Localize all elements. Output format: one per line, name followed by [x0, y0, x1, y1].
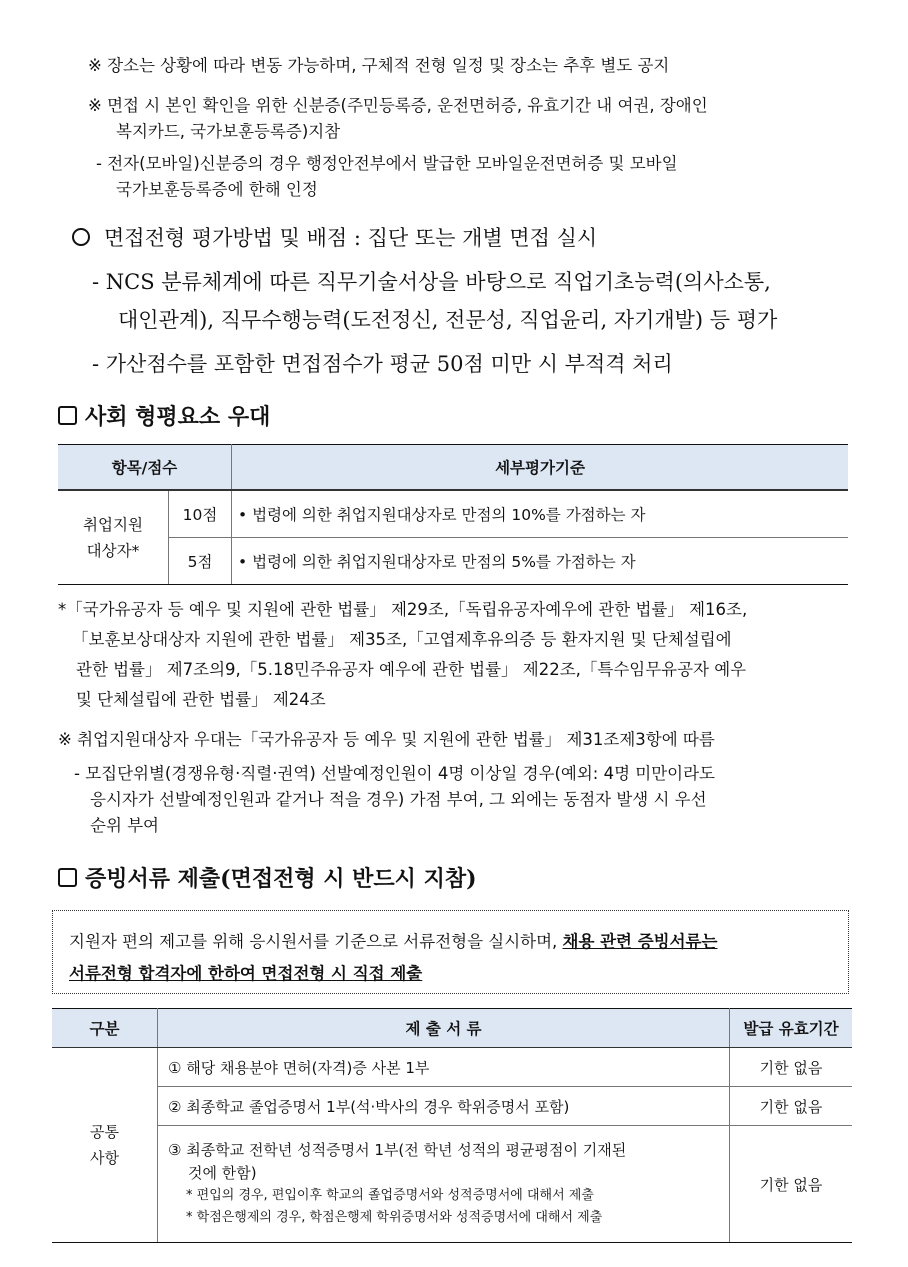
note-employment-support: ※ 취업지원대상자 우대는「국가유공자 등 예우 및 지원에 관한 법률」 제31조제3항에 따름 [58, 730, 715, 749]
criteria-cell: • 법령에 의한 취업지원대상자로 만점의 10%를 가점하는 자 [232, 490, 849, 538]
documents-table [52, 1008, 852, 1243]
validity-cell: 기한 없음 [730, 1087, 853, 1126]
section-title-documents: 증빙서류 제출(면접전형 시 반드시 지참) [58, 862, 477, 893]
table-header-criteria: 세부평가기준 [232, 445, 849, 491]
note-id-card-cont: 복지카드, 국가보훈등록증)지참 [116, 122, 341, 141]
score-cell: 5점 [169, 538, 232, 585]
criteria-cell: • 법령에 의한 취업지원대상자로 만점의 5%를 가점하는 자 [232, 538, 849, 585]
note-id-card: ※ 면접 시 본인 확인을 위한 신분증(주민등록증, 운전면허증, 유효기간 내 여권, 장애인 [88, 96, 708, 115]
sub-note-line: - 모집단위별(경쟁유형·직렬·권역) 선발예정인원이 4명 이상일 경우(예외: 4명 미만이라도 [74, 764, 715, 783]
table-header-validity: 발급 유효기간 [730, 1009, 853, 1048]
footnote-line: *「국가유공자 등 예우 및 지원에 관한 법률」 제29조,「독립유공자예우에 관한 법률」 제16조, [58, 600, 748, 619]
document-cell-transcript [158, 1126, 730, 1243]
notice-line-1: 지원자 편의 제고를 위해 응시원서를 기준으로 서류전형을 실시하며, 채용 관련 증빙서류는 [69, 932, 718, 951]
interview-line-3: - 가산점수를 포함한 면접점수가 평균 50점 미만 시 부적격 처리 [92, 352, 673, 376]
category-employment-support: 취업지원 대상자* [58, 490, 169, 585]
transcript-note-2: * 학점은행제의 경우, 학점은행제 학위증명서와 성적증명서에 대해서 제출 [186, 1210, 603, 1225]
footnote-line: 관한 법률」 제7조의9,「5.18민주유공자 예우에 관한 법률」 제22조,「특수임무유공자 예우 [76, 660, 747, 679]
footnote-line: 및 단체설립에 관한 법률」 제24조 [76, 690, 326, 709]
note-venue: ※ 장소는 상황에 따라 변동 가능하며, 구체적 전형 일정 및 장소는 추후 별도 공지 [88, 56, 670, 75]
document-cell: ② 최종학교 졸업증명서 1부(석·박사의 경우 학위증명서 포함) [158, 1087, 730, 1126]
square-bullet-icon [58, 406, 77, 425]
footnote-line: 「보훈보상대상자 지원에 관한 법률」 제35조,「고엽제후유의증 등 환자지원 및 단체설립에 [72, 630, 732, 649]
social-equity-table [58, 444, 848, 585]
note-mobile-id-cont: 국가보훈등록증에 한해 인정 [116, 180, 318, 199]
transcript-line-1: ③ 최종학교 전학년 성적증명서 1부(전 학년 성적의 평균평점이 기재된 [168, 1141, 627, 1159]
transcript-line-2: 것에 한함) [188, 1164, 257, 1182]
table-header-item-score: 항목/점수 [58, 445, 232, 491]
interview-line-2: 대인관계), 직무수행능력(도전정신, 전문성, 직업윤리, 자기개발) 등 평가 [118, 308, 778, 332]
square-bullet-icon [58, 868, 77, 887]
sub-note-line: 순위 부여 [90, 816, 160, 835]
category-common: 공통 사항 [52, 1048, 158, 1243]
circle-bullet-icon [72, 228, 90, 246]
table-header-documents: 제 출 서 류 [158, 1009, 730, 1048]
validity-cell: 기한 없음 [730, 1048, 853, 1087]
sub-note-line: 응시자가 선발예정인원과 같거나 적을 경우) 가점 부여, 그 외에는 동점자 발생 시 우선 [90, 790, 707, 809]
interview-line-1: - NCS 분류체계에 따른 직무기술서상을 바탕으로 직업기초능력(의사소통, [92, 270, 771, 294]
table-header-category: 구분 [52, 1009, 158, 1048]
validity-cell: 기한 없음 [730, 1126, 853, 1243]
notice-line-2: 서류전형 합격자에 한하여 면접전형 시 직접 제출 [69, 964, 423, 983]
transcript-note-1: * 편입의 경우, 편입이후 학교의 졸업증명서와 성적증명서에 대해서 제출 [186, 1188, 594, 1203]
section-title-social-equity: 사회 형평요소 우대 [58, 400, 270, 431]
note-mobile-id: - 전자(모바일)신분증의 경우 행정안전부에서 발급한 모바일운전면허증 및 모바일 [96, 154, 678, 173]
document-cell: ① 해당 채용분야 면허(자격)증 사본 1부 [158, 1048, 730, 1087]
score-cell: 10점 [169, 490, 232, 538]
documents-notice-box [52, 910, 849, 994]
interview-heading: 면접전형 평가방법 및 배점 : 집단 또는 개별 면접 실시 [72, 222, 597, 252]
